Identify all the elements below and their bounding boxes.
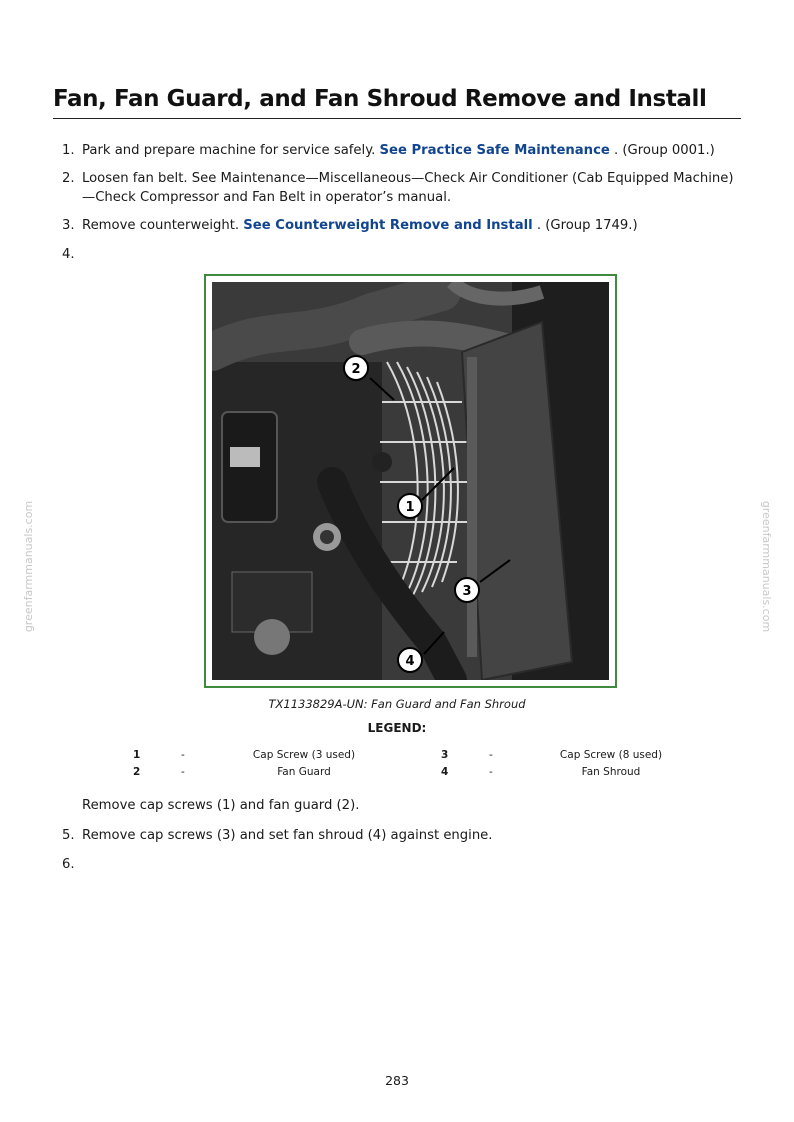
legend-dash: - xyxy=(489,766,493,778)
legend-description: Fan Guard xyxy=(277,766,331,778)
step-4-instruction: Remove cap screws (1) and fan guard (2). xyxy=(82,798,360,813)
callout-2 xyxy=(344,356,368,380)
step-number: 5. xyxy=(62,828,75,843)
practice-safe-maintenance-link[interactable]: See Practice Safe Maintenance xyxy=(379,143,610,158)
callout-1 xyxy=(398,494,422,518)
step-text: Park and prepare machine for service safely. xyxy=(82,143,380,158)
callout-label: 2 xyxy=(351,362,361,377)
legend-title: LEGEND: xyxy=(367,721,427,735)
legend-number: 2 xyxy=(133,766,141,778)
step-text-after: . (Group 1749.) xyxy=(532,218,638,233)
legend-number: 4 xyxy=(441,766,449,778)
legend-dash: - xyxy=(489,749,493,761)
legend-dash: - xyxy=(181,766,185,778)
legend-dash: - xyxy=(181,749,185,761)
step-number: 3. xyxy=(62,218,75,233)
step-text-after: . (Group 0001.) xyxy=(609,143,715,158)
legend-description: Cap Screw (3 used) xyxy=(252,749,356,761)
callout-3 xyxy=(455,578,479,602)
watermark-left: greenfarmmanuals.com xyxy=(21,500,35,633)
callout-label: 3 xyxy=(462,584,472,599)
step-number: 1. xyxy=(62,143,75,158)
callout-label: 1 xyxy=(405,500,415,515)
step-text: Remove cap screws (3) and set fan shroud (4) against engine. xyxy=(82,828,493,843)
step-text: Remove counterweight. xyxy=(82,218,244,233)
legend-description: Cap Screw (8 used) xyxy=(559,749,663,761)
legend-number: 1 xyxy=(133,749,141,761)
step-number: 6. xyxy=(62,857,75,872)
callout-label: 4 xyxy=(405,654,415,669)
step-number: 4. xyxy=(62,247,75,262)
step-text: Loosen fan belt. See Maintenance—Miscellaneous—Check Air Conditioner (Cab Equipped Machine)—Check Compressor and Fan Belt in operator’s manual. xyxy=(82,171,734,205)
figure-caption: TX1133829A-UN: Fan Guard and Fan Shroud xyxy=(268,697,526,711)
step-number: 2. xyxy=(62,171,75,186)
page-number: 283 xyxy=(385,1073,409,1088)
page-title: Fan, Fan Guard, and Fan Shroud Remove and Install xyxy=(53,86,741,119)
legend-description: Fan Shroud xyxy=(581,766,641,778)
fan-guard-shroud-photo xyxy=(204,274,617,688)
callout-4 xyxy=(398,648,422,672)
legend-number: 3 xyxy=(441,749,449,761)
watermark-right: greenfarmmanuals.com xyxy=(759,500,773,633)
engine-compartment-illustration xyxy=(212,282,609,680)
counterweight-remove-install-link[interactable]: See Counterweight Remove and Install xyxy=(243,218,533,233)
